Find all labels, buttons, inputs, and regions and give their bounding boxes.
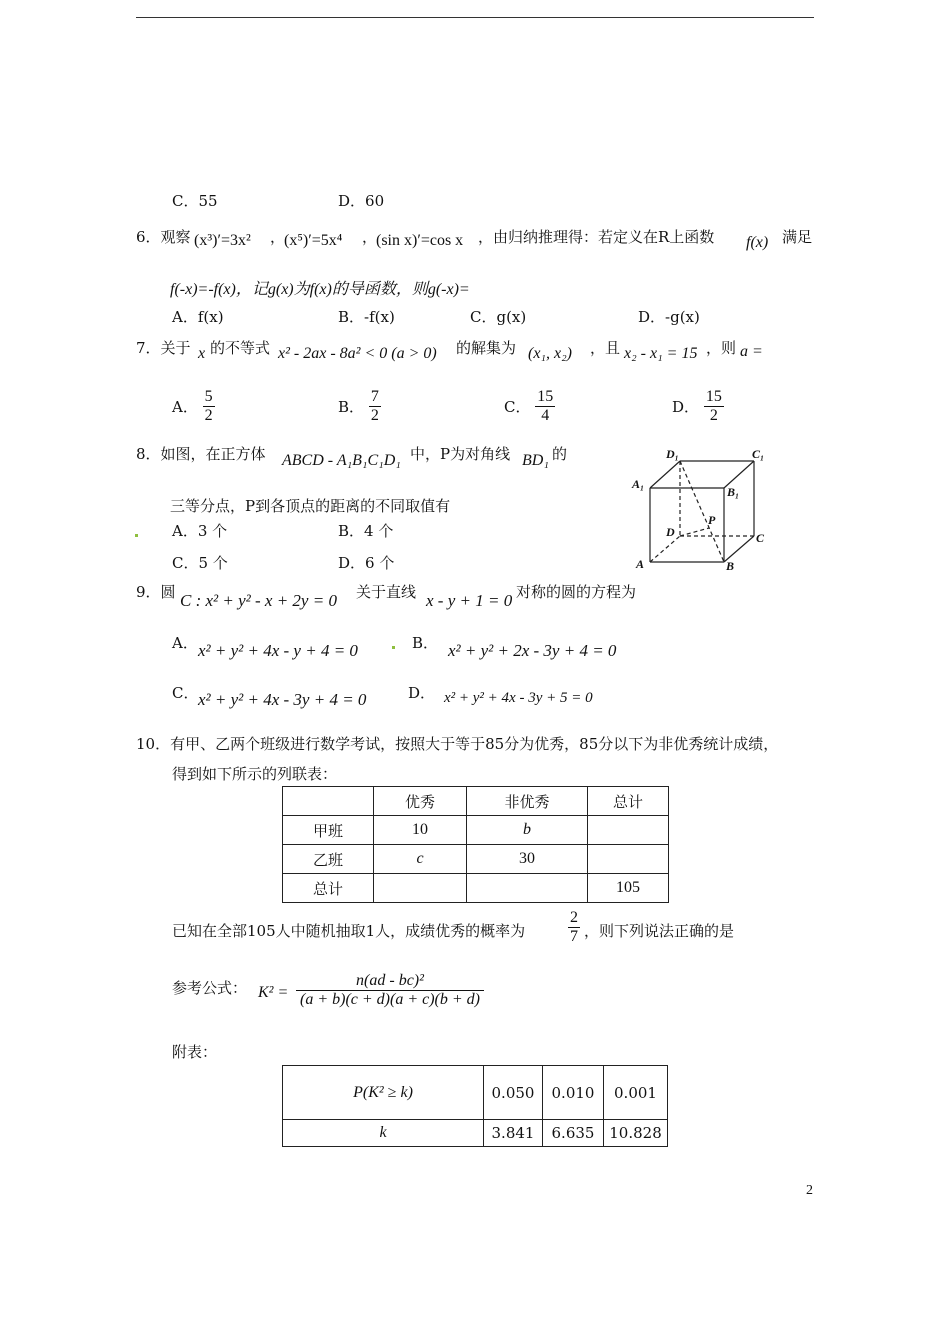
- table-header-cell: [283, 787, 374, 816]
- q7-a-den: 2: [204, 407, 213, 424]
- q7-b-den: 2: [370, 407, 379, 424]
- table-row: [283, 1066, 668, 1120]
- q8-diag: BD₁: [522, 452, 549, 469]
- q9-text1: 关于直线: [356, 583, 417, 601]
- table-cell: 0.010: [543, 1066, 604, 1120]
- formula-lhs: K² =: [258, 984, 289, 1001]
- q7-text1: 的不等式: [210, 339, 271, 357]
- q7-option-d-frac: [704, 388, 724, 425]
- edge-B1C1: [724, 461, 754, 488]
- q8-cube: ABCD - A₁B₁C₁D₁: [282, 452, 401, 469]
- q6-expr3: (sin x)′=cos x: [376, 232, 464, 249]
- critical-value-table: [282, 1065, 668, 1147]
- table-cell: [588, 845, 669, 874]
- q9-line: x - y + 1 = 0: [426, 591, 513, 610]
- label-D1: D₁: [666, 447, 679, 461]
- table-cell: [467, 874, 588, 903]
- segment-DP: [680, 528, 709, 536]
- table-row: [283, 816, 669, 845]
- q7-c-num: 15: [537, 388, 554, 405]
- q10-prob-num: 2: [570, 909, 578, 926]
- label-D: D: [666, 525, 675, 539]
- q9-option-a-label: A．: [172, 634, 198, 652]
- q10-prob-den: 7: [570, 928, 578, 945]
- q7-var: x: [198, 345, 206, 362]
- q7-option-a-label: A．: [172, 398, 198, 416]
- q7-option-a-frac: [203, 388, 215, 425]
- q7-ineq: x² - 2ax - 8a² < 0 (a > 0): [278, 345, 437, 362]
- table-cell: c: [374, 845, 467, 874]
- q8-number: 8．如图，在正方体: [136, 445, 266, 463]
- q6-sep1: ，: [270, 228, 286, 246]
- table-cell: 甲班: [283, 816, 374, 845]
- label-B1: B₁: [727, 485, 740, 499]
- q9-number: 9．圆: [136, 583, 176, 601]
- q7-option-b-label: B．: [338, 398, 365, 416]
- table-cell: 105: [588, 874, 669, 903]
- table-row: [283, 874, 669, 903]
- q7-option-a: [172, 388, 215, 425]
- q7-option-d: [672, 388, 724, 425]
- edge-A1D1: [650, 461, 680, 488]
- q6-line2: f(-x)=-f(x)，记g(x)为f(x)的导函数，则g(-x)=: [170, 281, 470, 298]
- q8-option-c: C．5 个: [172, 554, 228, 572]
- q7-option-c-frac: [535, 388, 555, 425]
- label-C: C: [756, 531, 765, 545]
- q7-cond: x₂ - x₁ = 15: [624, 345, 698, 362]
- q9-option-d-eq: x² + y² + 4x - 3y + 5 = 0: [444, 690, 593, 706]
- table-cell: 6.635: [543, 1120, 604, 1147]
- table-header-cell: 总计: [588, 787, 669, 816]
- formula-label: 参考公式：: [172, 979, 248, 997]
- appendix-label: 附表：: [172, 1043, 218, 1061]
- q7-b-num: 7: [370, 388, 379, 405]
- q10-line1: 10．有甲、乙两个班级进行数学考试，按照大于等于85分为优秀，85分以下为非优秀统计成绩，: [136, 735, 779, 753]
- top-rule: [136, 17, 814, 18]
- q6-option-a: A．f(x): [172, 308, 224, 326]
- label-A1: A₁: [632, 477, 645, 491]
- q6-option-b: B．-f(x): [338, 308, 395, 326]
- table-cell: 10.828: [604, 1120, 668, 1147]
- table-cell: 0.001: [604, 1066, 668, 1120]
- q7-text3: ，且: [590, 339, 621, 357]
- page-number: 2: [806, 1183, 813, 1198]
- q9-option-a-eq: x² + y² + 4x - y + 4 = 0: [198, 641, 358, 660]
- q6-option-c: C．g(x): [470, 308, 527, 326]
- formula-num: n(ad - bc)²: [296, 972, 484, 991]
- q7-option-c: [504, 388, 555, 425]
- table-row: [283, 845, 669, 874]
- table-cell: [588, 816, 669, 845]
- q9-circle: C : x² + y² - x + 2y = 0: [180, 591, 337, 610]
- q7-c-den: 4: [541, 407, 550, 424]
- q9-option-c-eq: x² + y² + 4x - 3y + 4 = 0: [198, 690, 367, 709]
- q6-text2: 满足: [782, 228, 813, 246]
- q6-expr1: (x³)′=3x²: [194, 232, 251, 249]
- q8-option-d: D．6 个: [338, 554, 395, 572]
- q6-sep2: ，: [362, 228, 378, 246]
- q10-prob-frac: [568, 909, 580, 946]
- table-cell: b: [467, 816, 588, 845]
- q8-option-b: B．4 个: [338, 522, 394, 540]
- q10-line2: 得到如下所示的列联表：: [172, 765, 338, 783]
- table-header-row: [283, 787, 669, 816]
- q5-option-d: D．60: [338, 192, 385, 210]
- q8-text2: 的: [552, 445, 568, 463]
- q7-d-den: 2: [709, 407, 718, 424]
- table-row: [283, 1120, 668, 1147]
- q6-expr2: (x⁵)′=5x⁴: [284, 232, 343, 249]
- contingency-table: [282, 786, 669, 903]
- label-C1: C₁: [752, 447, 765, 461]
- green-mark-2: [392, 646, 395, 649]
- q7-set: (x₁, x₂): [528, 345, 572, 362]
- q7-d-num: 15: [705, 388, 722, 405]
- formula-den: (a + b)(c + d)(a + c)(b + d): [299, 991, 480, 1008]
- q9-option-b-eq: x² + y² + 2x - 3y + 4 = 0: [448, 641, 617, 660]
- table-cell: 10: [374, 816, 467, 845]
- q9-option-c-label: C．: [172, 684, 199, 702]
- q7-text4: ，则: [706, 339, 737, 357]
- diagonal-BD1: [680, 461, 724, 562]
- table-cell: k: [283, 1120, 484, 1147]
- q10-prob-text1: 已知在全部105人中随机抽取1人，成绩优秀的概率为: [172, 922, 526, 940]
- table-cell: 总计: [283, 874, 374, 903]
- q9-option-b-label: B．: [412, 634, 439, 652]
- q7-option-c-label: C．: [504, 398, 531, 416]
- table-cell: P(K² ≥ k): [283, 1066, 484, 1120]
- q6-text1: ，由归纳推理得：若定义在R上函数: [478, 228, 715, 246]
- table-cell: 30: [467, 845, 588, 874]
- q8-text1: 中，P为对角线: [410, 445, 511, 463]
- label-P: P: [708, 513, 716, 527]
- q7-number: 7．关于: [136, 339, 191, 357]
- green-mark: [135, 534, 138, 537]
- q6-number: 6．观察: [136, 228, 191, 246]
- q7-option-b-frac: [369, 388, 381, 425]
- edge-AD: [650, 536, 680, 562]
- table-header-cell: 非优秀: [467, 787, 588, 816]
- table-cell: 3.841: [484, 1120, 543, 1147]
- table-header-cell: 优秀: [374, 787, 467, 816]
- q9-text2: 对称的圆的方程为: [516, 583, 637, 601]
- q6-fx: f(x): [746, 234, 769, 251]
- q7-a-num: 5: [204, 388, 213, 405]
- label-B: B: [726, 559, 735, 573]
- q5-option-c: C．55: [172, 192, 218, 210]
- q9-option-d-label: D．: [408, 684, 436, 702]
- table-cell: 0.050: [484, 1066, 543, 1120]
- q10-prob-text2: ，则下列说法正确的是: [584, 922, 735, 940]
- q7-ask: a =: [740, 343, 763, 360]
- q7-option-b: [338, 388, 381, 425]
- table-cell: [374, 874, 467, 903]
- formula-frac: [296, 972, 484, 1009]
- q8-line2: 三等分点，P到各顶点的距离的不同取值有: [170, 497, 451, 515]
- q8-option-a: A．3 个: [172, 522, 228, 540]
- table-cell: 乙班: [283, 845, 374, 874]
- q7-option-d-label: D．: [672, 398, 700, 416]
- q7-text2: 的解集为: [456, 339, 517, 357]
- label-A: A: [636, 557, 645, 571]
- q6-option-d: D．-g(x): [638, 308, 700, 326]
- cube-figure: [628, 444, 774, 574]
